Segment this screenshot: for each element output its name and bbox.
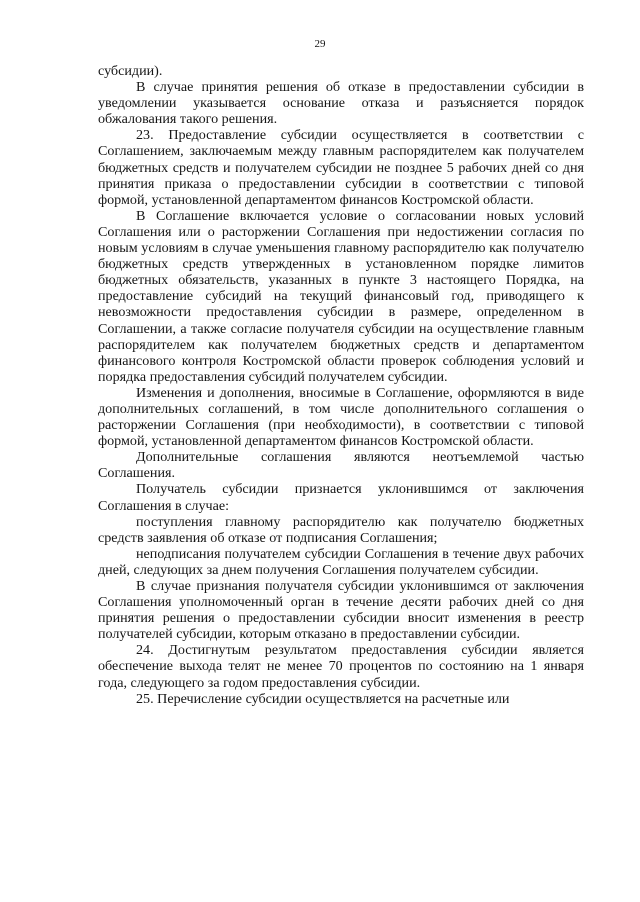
paragraph: В Соглашение включается условие о согласовании новых условий Соглашения или о расторжении Соглашения при недостижении согласия по новым условиям в случае уменьшения главному распорядителю как получателю бюджетных средств утвержденных в установленном порядке лимитов бюджетных обязательств, указанных в пункте 3 настоящего Порядка, на предоставление субсидий на текущий финансовый год, приводящего к невозможности предоставления субсидии в размере, определенном в Соглашении, а также согласие получателя субсидии на осуществление главным распорядителем как получателем бюджетных средств и департаментом финансового контроля Костромской области проверок соблюдения условий и порядка предоставления субсидий получателем субсидии. xyxy=(98,207,584,385)
paragraph: Изменения и дополнения, вносимые в Соглашение, оформляются в виде дополнительных соглашений, в том числе дополнительного соглашения о расторжении Соглашения (при необходимости), в соответствии с типовой формой, установленной департаментом финансов Костромской области. xyxy=(98,384,584,450)
paragraph: субсидии). xyxy=(98,63,163,79)
paragraph: 23. Предоставление субсидии осуществляется в соответствии с Соглашением, заключаемым между главным распорядителем как получателем бюджетных средств и получателем субсидии не позднее 5 рабочих дней со дня принятия приказа о предоставлении субсидии в соответствии с типовой формой, установленной департаментом финансов Костромской области. xyxy=(98,127,584,208)
document-body xyxy=(98,63,584,707)
paragraph: Дополнительные соглашения являются неотъемлемой частью Соглашения. xyxy=(98,449,584,482)
paragraph: В случае признания получателя субсидии уклонившимся от заключения Соглашения уполномоченный орган в течение десяти рабочих дней со дня принятия решения о предоставлении субсидии вносит изменения в реестр получателей субсидии, которым отказано в предоставлении субсидии. xyxy=(98,578,584,643)
page-number: 29 xyxy=(314,38,326,50)
paragraph: неподписания получателем субсидии Соглашения в течение двух рабочих дней, следующих за днем получения Соглашения получателем субсидии. xyxy=(98,545,584,578)
paragraph: В случае принятия решения об отказе в предоставлении субсидии в уведомлении указывается основание отказа и разъясняется порядок обжалования такого решения. xyxy=(98,79,584,128)
paragraph: 24. Достигнутым результатом предоставления субсидии является обеспечение выхода телят не менее 70 процентов по состоянию на 1 января года, следующего за годом предоставления субсидии. xyxy=(98,642,584,691)
paragraph: 25. Перечисление субсидии осуществляется на расчетные или xyxy=(136,690,510,707)
paragraph: Получатель субсидии признается уклонившимся от заключения Соглашения в случае: xyxy=(98,481,584,514)
paragraph: поступления главному распорядителю как получателю бюджетных средств заявления об отказе от подписания Соглашения; xyxy=(98,513,584,546)
